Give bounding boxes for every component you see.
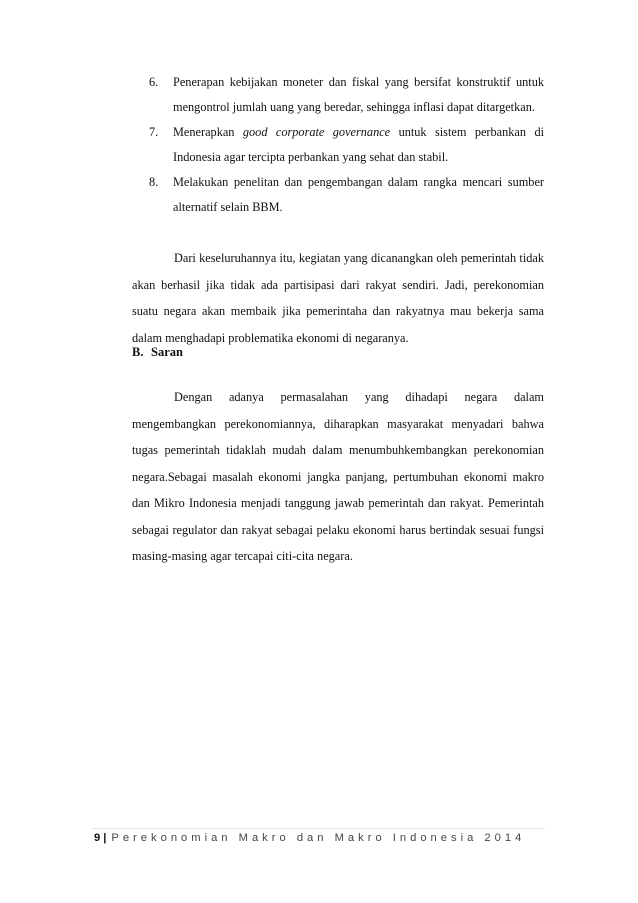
list-item [149,70,544,120]
list-item-number: 6. [149,75,159,89]
page-footer [94,832,525,844]
conclusion-paragraph: Dari keseluruhannya itu, kegiatan yang dicanangkan oleh pemerintah tidak akan berhasil jika tidak ada partisipasi dari rakyat sendiri. Jadi, perekonomian suatu negara akan membaik jika pemerintaha dan rakyatnya mau bekerja sama dalam menghadapi problematika ekonomi di negaranya. [132,251,544,345]
list-item-text: Melakukan penelitan dan pengembangan dalam rangka mencari sumber alternatif selain BBM. [173,175,544,214]
section-heading [132,345,183,360]
list-item [149,120,544,170]
footer-divider [92,828,545,829]
list-item-text-start: Menerapkan [173,125,243,139]
numbered-list [149,70,544,220]
list-item-number: 7. [149,125,159,139]
list-item [149,170,544,220]
section-letter: B. [132,345,144,359]
list-item-text [173,120,544,170]
page-number: 9 [94,832,101,844]
footer-separator: | [103,832,107,844]
running-title: Perekonomian Makro dan Makro Indonesia 2014 [111,832,526,844]
list-item-number: 8. [149,175,159,189]
section-title: Saran [151,345,183,359]
saran-paragraph: Dengan adanya permasalahan yang dihadapi negara dalam mengembangkan perekonomiannya, diharapkan masyarakat menyadari bahwa tugas pemerintah tidaklah mudah dalam menumbuhkembangkan perekonomian negara.Sebagai masalah ekonomi jangka panjang, pertumbuhan ekonomi makro dan Mikro Indonesia menjadi tanggung jawab pemerintah dan rakyat. Pemerintah sebagai regulator dan rakyat sebagai pelaku ekonomi harus bertindak sesuai fungsi masing-masing agar tercapai citi-cita negara. [132,390,544,563]
list-item-text: Penerapan kebijakan moneter dan fiskal yang bersifat konstruktif untuk mengontrol jumlah uang yang beredar, sehingga inflasi dapat ditargetkan. [173,75,544,114]
italic-term: good corporate governance [242,125,391,139]
list-item-text-end: untuk sistem perbankan di Indonesia agar tercipta perbankan yang sehat dan stabil. [173,125,545,164]
